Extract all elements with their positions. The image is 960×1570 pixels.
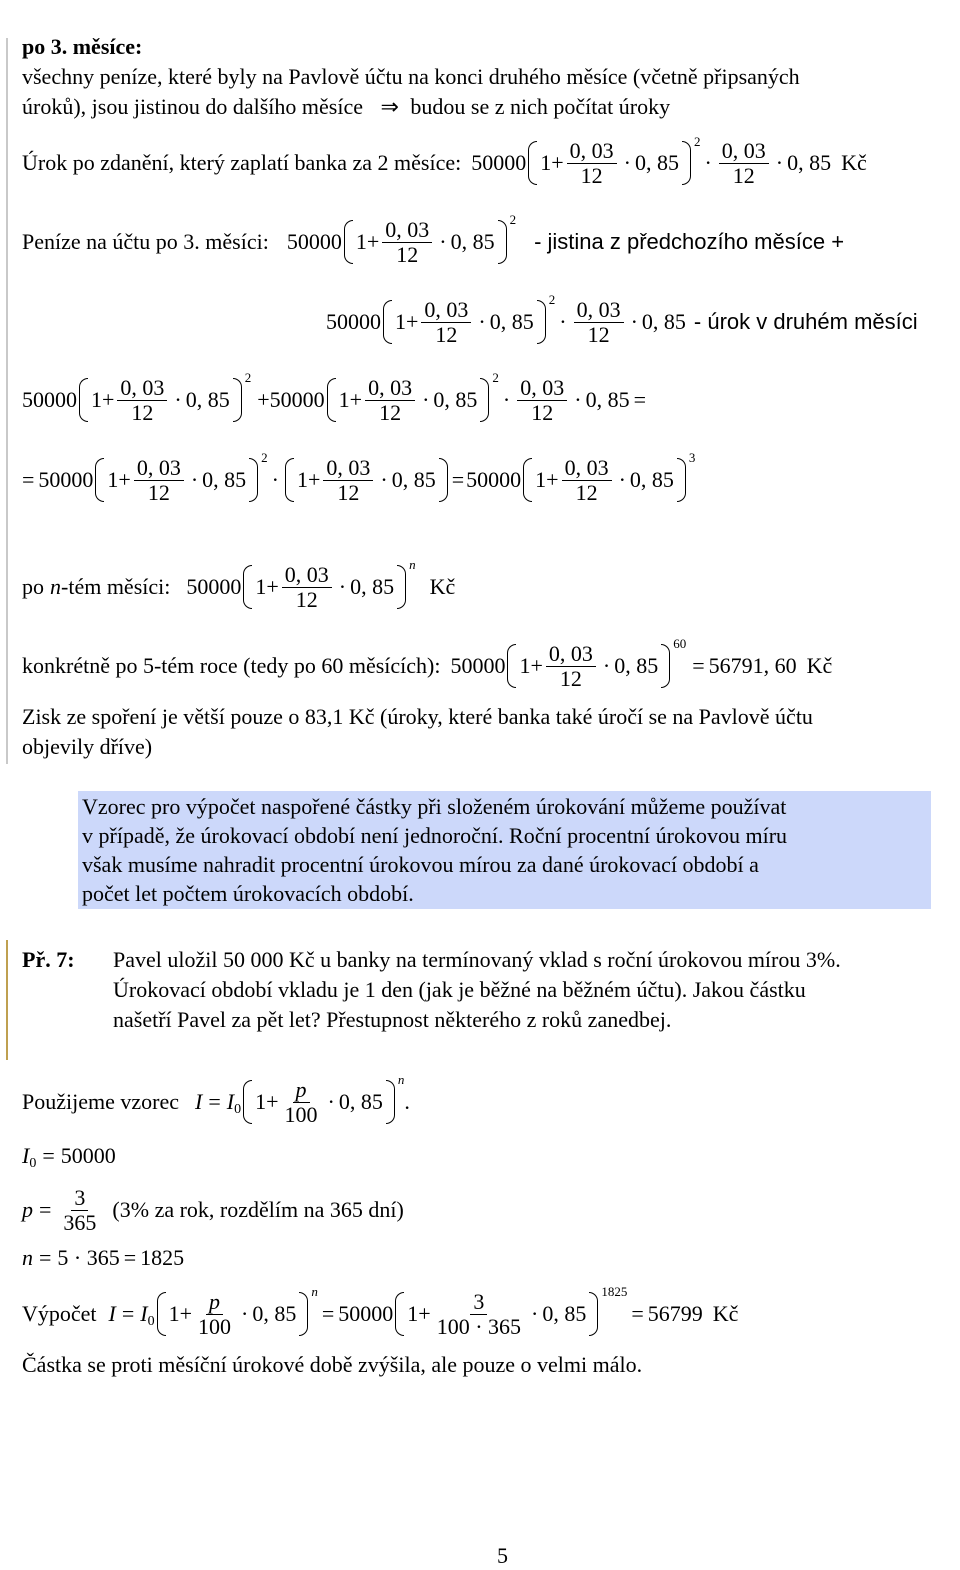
page-number: 5 <box>497 1543 508 1568</box>
denominator: 12 <box>587 321 610 347</box>
denominator: 12 <box>295 586 318 612</box>
tax-factor: 0, 85 <box>185 387 230 412</box>
fraction <box>282 1078 321 1125</box>
plus: + <box>266 574 279 599</box>
urok-label: Úrok po zdanění, který zaplatí banka za 2 měsíce: <box>22 150 462 175</box>
fraction <box>562 456 612 503</box>
plus: + <box>366 229 380 254</box>
bracket-group <box>395 1290 598 1337</box>
principal: 50000 <box>22 387 77 412</box>
denominator: 12 <box>147 479 170 505</box>
intro-text: úroků), jsou jistinou do dalšího měsíce <box>22 94 363 119</box>
cdot: · <box>559 309 567 334</box>
exponent: 3 <box>688 450 696 465</box>
denominator: 100 · 365 <box>436 1313 522 1339</box>
equals: = <box>39 1245 52 1270</box>
plus: + <box>102 387 115 412</box>
one: 1 <box>297 467 308 492</box>
jistina-note: - jistina z předchozího měsíce + <box>534 229 845 254</box>
plus: + <box>418 1301 431 1326</box>
cdot: · <box>623 150 631 175</box>
principal: 50000 <box>338 1301 394 1326</box>
denominator: 12 <box>575 479 598 505</box>
fraction <box>195 1290 234 1337</box>
pouzijeme-label: Použijeme vzorec <box>22 1089 179 1114</box>
note-line-4: počet let počtem úrokovacích období. <box>82 881 414 906</box>
principal: 50000 <box>269 387 325 412</box>
numerator: 3 <box>470 1290 487 1314</box>
denominator: 12 <box>435 321 458 347</box>
denominator: 12 <box>396 241 419 267</box>
cdot: · <box>531 1301 539 1326</box>
exponent: 2 <box>492 370 499 385</box>
denominator: 12 <box>580 162 603 188</box>
tax-factor: 0, 85 <box>634 150 679 175</box>
n-month-equation <box>22 557 455 617</box>
fraction <box>517 376 567 423</box>
n-definition <box>22 1242 184 1274</box>
denominator: 12 <box>732 162 755 188</box>
denominator: 100 <box>198 1313 232 1339</box>
cdot: · <box>775 150 784 175</box>
bracket-group <box>528 139 691 186</box>
plus: + <box>551 150 564 175</box>
konkretne-label: konkrétně po 5-tém roce (tedy po 60 měsících): <box>22 653 441 678</box>
penize-label: Peníze na účtu po 3. měsíci: <box>22 229 269 254</box>
numerator: 0, 03 <box>562 456 612 480</box>
var-I: I <box>108 1301 116 1326</box>
tax-factor: 0, 85 <box>338 1089 383 1114</box>
one: 1 <box>535 467 547 492</box>
intro-line-1: všechny peníze, které byly na Pavlově účtu na konci druhého měsíce (včetně připsaných <box>22 64 800 89</box>
margin-bar <box>6 940 8 1060</box>
principal: 50000 <box>38 467 94 492</box>
zisk-line-2: objevily dříve) <box>22 734 153 759</box>
numerator: 0, 03 <box>382 218 432 242</box>
tax-factor: 0, 85 <box>433 387 478 412</box>
p-definition <box>22 1180 404 1240</box>
note-line-3: však musíme nahradit procentní úrokovou mírou za dané úrokovací období a <box>82 852 759 877</box>
principal: 50000 <box>186 574 242 599</box>
bracket-group <box>79 376 242 423</box>
exponent: 2 <box>548 292 556 307</box>
period: . <box>404 1089 410 1114</box>
tax-factor: 0, 85 <box>787 150 832 175</box>
cdot: · <box>241 1301 249 1326</box>
one: 1 <box>519 653 531 678</box>
tax-factor: 0, 85 <box>489 309 534 334</box>
one: 1 <box>355 229 367 254</box>
currency: Kč <box>841 150 867 175</box>
subscript-0: 0 <box>29 1156 37 1171</box>
cdot: · <box>502 387 511 412</box>
tax-factor: 0, 85 <box>542 1301 587 1326</box>
formula-equation <box>22 1072 410 1132</box>
fraction <box>574 298 624 345</box>
plus: + <box>406 309 419 334</box>
denominator: 100 <box>284 1101 318 1127</box>
value: 50000 <box>60 1143 116 1168</box>
plus: + <box>308 467 321 492</box>
one: 1 <box>255 1089 267 1114</box>
exponent: n <box>311 1284 318 1299</box>
principal: 50000 <box>326 309 381 334</box>
intro-line-2 <box>22 94 670 120</box>
one: 1 <box>255 574 267 599</box>
tax-factor: 0, 85 <box>202 467 247 492</box>
plus: + <box>118 467 131 492</box>
implies-arrow: ⇒ <box>380 94 399 119</box>
equals: = <box>451 467 465 492</box>
principal: 50000 <box>466 467 522 492</box>
exponent: n <box>397 1072 405 1087</box>
exponent: 2 <box>693 134 701 149</box>
penize-equation <box>22 212 844 272</box>
cdot: · <box>602 653 611 678</box>
fraction <box>546 642 596 689</box>
tax-factor: 0, 85 <box>641 309 686 334</box>
result-value: 56799 <box>647 1301 703 1326</box>
var-n: n <box>50 574 61 599</box>
exponent: 60 <box>673 636 687 651</box>
plus: + <box>266 1089 279 1114</box>
concrete-equation <box>22 636 832 696</box>
equals: = <box>321 1301 335 1326</box>
plus: + <box>349 387 363 412</box>
fraction <box>365 376 415 423</box>
cdot: · <box>422 387 430 412</box>
bracket-group <box>95 456 258 503</box>
exponent: 2 <box>261 450 268 465</box>
equals: = <box>39 1197 52 1222</box>
intro-text-end: budou se z nich počítat úroky <box>410 94 671 119</box>
bracket-group <box>243 1078 395 1125</box>
cdot: · <box>574 387 582 412</box>
i0-definition <box>22 1140 116 1172</box>
equals: = <box>22 467 35 492</box>
numerator: 0, 03 <box>282 563 332 587</box>
bracket-group <box>327 376 490 423</box>
fraction <box>421 298 471 345</box>
numerator: p <box>293 1078 310 1102</box>
one: 1 <box>91 387 102 412</box>
cdot: · <box>271 467 279 492</box>
fraction <box>117 376 167 423</box>
var-I0: I <box>226 1089 235 1114</box>
vypocet-label: Výpočet <box>22 1301 97 1326</box>
pon-label-pre: po <box>22 574 44 599</box>
plus: + <box>179 1301 193 1326</box>
one: 1 <box>168 1301 180 1326</box>
numerator: 0, 03 <box>546 642 596 666</box>
equals: = <box>42 1143 55 1168</box>
numerator: 0, 03 <box>323 456 373 480</box>
fraction <box>382 218 432 265</box>
fraction <box>323 456 373 503</box>
tax-factor: 0, 85 <box>252 1301 297 1326</box>
vypocet-equation <box>22 1284 738 1344</box>
one: 1 <box>407 1301 419 1326</box>
bracket-group <box>157 1290 309 1337</box>
numerator: 0, 03 <box>421 298 471 322</box>
example-line-1: Pavel uložil 50 000 Kč u banky na termínovaný vklad s roční úrokovou mírou 3%. <box>113 947 841 972</box>
exponent: 2 <box>509 212 517 227</box>
one: 1 <box>107 467 119 492</box>
zisk-line-1: Zisk ze spoření je větší pouze o 83,1 Kč (úroky, které banka také úročí se na Pavlově účtu <box>22 704 813 729</box>
plus: + <box>257 387 270 412</box>
currency: Kč <box>806 653 833 678</box>
var-I0: I <box>140 1301 148 1326</box>
tax-factor: 0, 85 <box>614 653 659 678</box>
one: 1 <box>540 150 552 175</box>
tax-factor: 0, 85 <box>585 387 630 412</box>
fraction <box>434 1290 524 1337</box>
bracket-group <box>507 642 670 689</box>
cdot: · <box>630 309 638 334</box>
tax-factor: 0, 85 <box>629 467 674 492</box>
cdot: · <box>174 387 182 412</box>
cdot: · <box>439 229 447 254</box>
denominator: 12 <box>131 399 154 425</box>
example-label: Př. 7: <box>22 947 75 972</box>
cdot: · <box>380 467 388 492</box>
sum-equation <box>22 370 646 430</box>
urok-equation <box>22 134 867 192</box>
cdot: · <box>338 574 347 599</box>
denominator: 365 <box>63 1209 97 1235</box>
cdot: · <box>327 1089 335 1114</box>
fraction <box>567 139 617 186</box>
numerator: 0, 03 <box>117 376 167 400</box>
plus: + <box>546 467 559 492</box>
value: 5 · 365 <box>57 1245 120 1270</box>
subscript-0: 0 <box>234 1102 242 1117</box>
bracket-group <box>523 456 686 503</box>
result-value: 56791, 60 <box>708 653 797 678</box>
bracket-group <box>344 218 507 265</box>
principal: 50000 <box>450 653 506 678</box>
p-note: (3% za rok, rozdělím na 365 dní) <box>112 1197 404 1222</box>
value: 1825 <box>140 1245 185 1270</box>
exponent: 2 <box>244 370 252 385</box>
principal: 50000 <box>471 150 527 175</box>
principal: 50000 <box>286 229 342 254</box>
equals: = <box>633 387 646 412</box>
var-n: n <box>22 1245 33 1270</box>
denominator: 12 <box>531 399 554 425</box>
var-I: I <box>195 1089 203 1114</box>
numerator: 0, 03 <box>517 376 567 400</box>
numerator: 0, 03 <box>567 139 617 163</box>
denominator: 12 <box>379 399 402 425</box>
equals: = <box>121 1301 135 1326</box>
pon-label-post: -tém měsíci: <box>61 574 171 599</box>
numerator: p <box>206 1290 223 1314</box>
subscript-0: 0 <box>147 1314 155 1329</box>
equals: = <box>208 1089 221 1114</box>
factored-equation <box>22 450 695 510</box>
one: 1 <box>338 387 350 412</box>
equals: = <box>692 653 705 678</box>
tax-factor: 0, 85 <box>450 229 495 254</box>
note-line-2: v případě, že úrokovací období není jednoroční. Roční procentní úrokovou míru <box>82 823 788 848</box>
var-p: p <box>22 1197 33 1222</box>
bracket-group <box>285 456 448 503</box>
equals: = <box>123 1245 137 1270</box>
currency: Kč <box>712 1301 739 1326</box>
example-line-2: Úrokovací období vkladu je 1 den (jak je běžné na běžném účtu). Jakou částku <box>113 977 806 1002</box>
denominator: 12 <box>337 479 360 505</box>
margin-bar <box>6 38 8 764</box>
numerator: 0, 03 <box>365 376 415 400</box>
cdot: · <box>190 467 199 492</box>
one: 1 <box>395 309 406 334</box>
cdot: · <box>704 150 712 175</box>
note-line-1: Vzorec pro výpočet naspořené částky při složeném úrokování můžeme používat <box>82 794 787 819</box>
denominator: 12 <box>559 665 582 691</box>
fraction <box>60 1186 99 1233</box>
bracket-group <box>383 298 546 345</box>
fraction <box>719 139 769 186</box>
tax-factor: 0, 85 <box>350 574 395 599</box>
tax-factor: 0, 85 <box>391 467 436 492</box>
final-sentence: Částka se proti měsíční úrokové době zvýšila, ale pouze o velmi málo. <box>22 1352 643 1377</box>
fraction <box>282 563 332 610</box>
numerator: 0, 03 <box>134 456 184 480</box>
urok-druhy-equation <box>326 292 918 352</box>
numerator: 3 <box>71 1186 88 1210</box>
exponent: 1825 <box>601 1284 628 1299</box>
section-heading: po 3. měsíce: <box>22 34 143 59</box>
exponent: n <box>409 557 416 572</box>
plus: + <box>530 653 543 678</box>
cdot: · <box>478 309 486 334</box>
numerator: 0, 03 <box>574 298 624 322</box>
var-I0: I <box>22 1143 30 1168</box>
example-line-3: našetří Pavel za pět let? Přestupnost některého z roků zanedbej. <box>113 1007 672 1032</box>
cdot: · <box>618 467 626 492</box>
urok-note: - úrok v druhém měsíci <box>693 309 918 334</box>
currency: Kč <box>429 574 456 599</box>
numerator: 0, 03 <box>719 139 769 163</box>
equals: = <box>631 1301 644 1326</box>
fraction <box>134 456 184 503</box>
bracket-group <box>243 563 406 610</box>
